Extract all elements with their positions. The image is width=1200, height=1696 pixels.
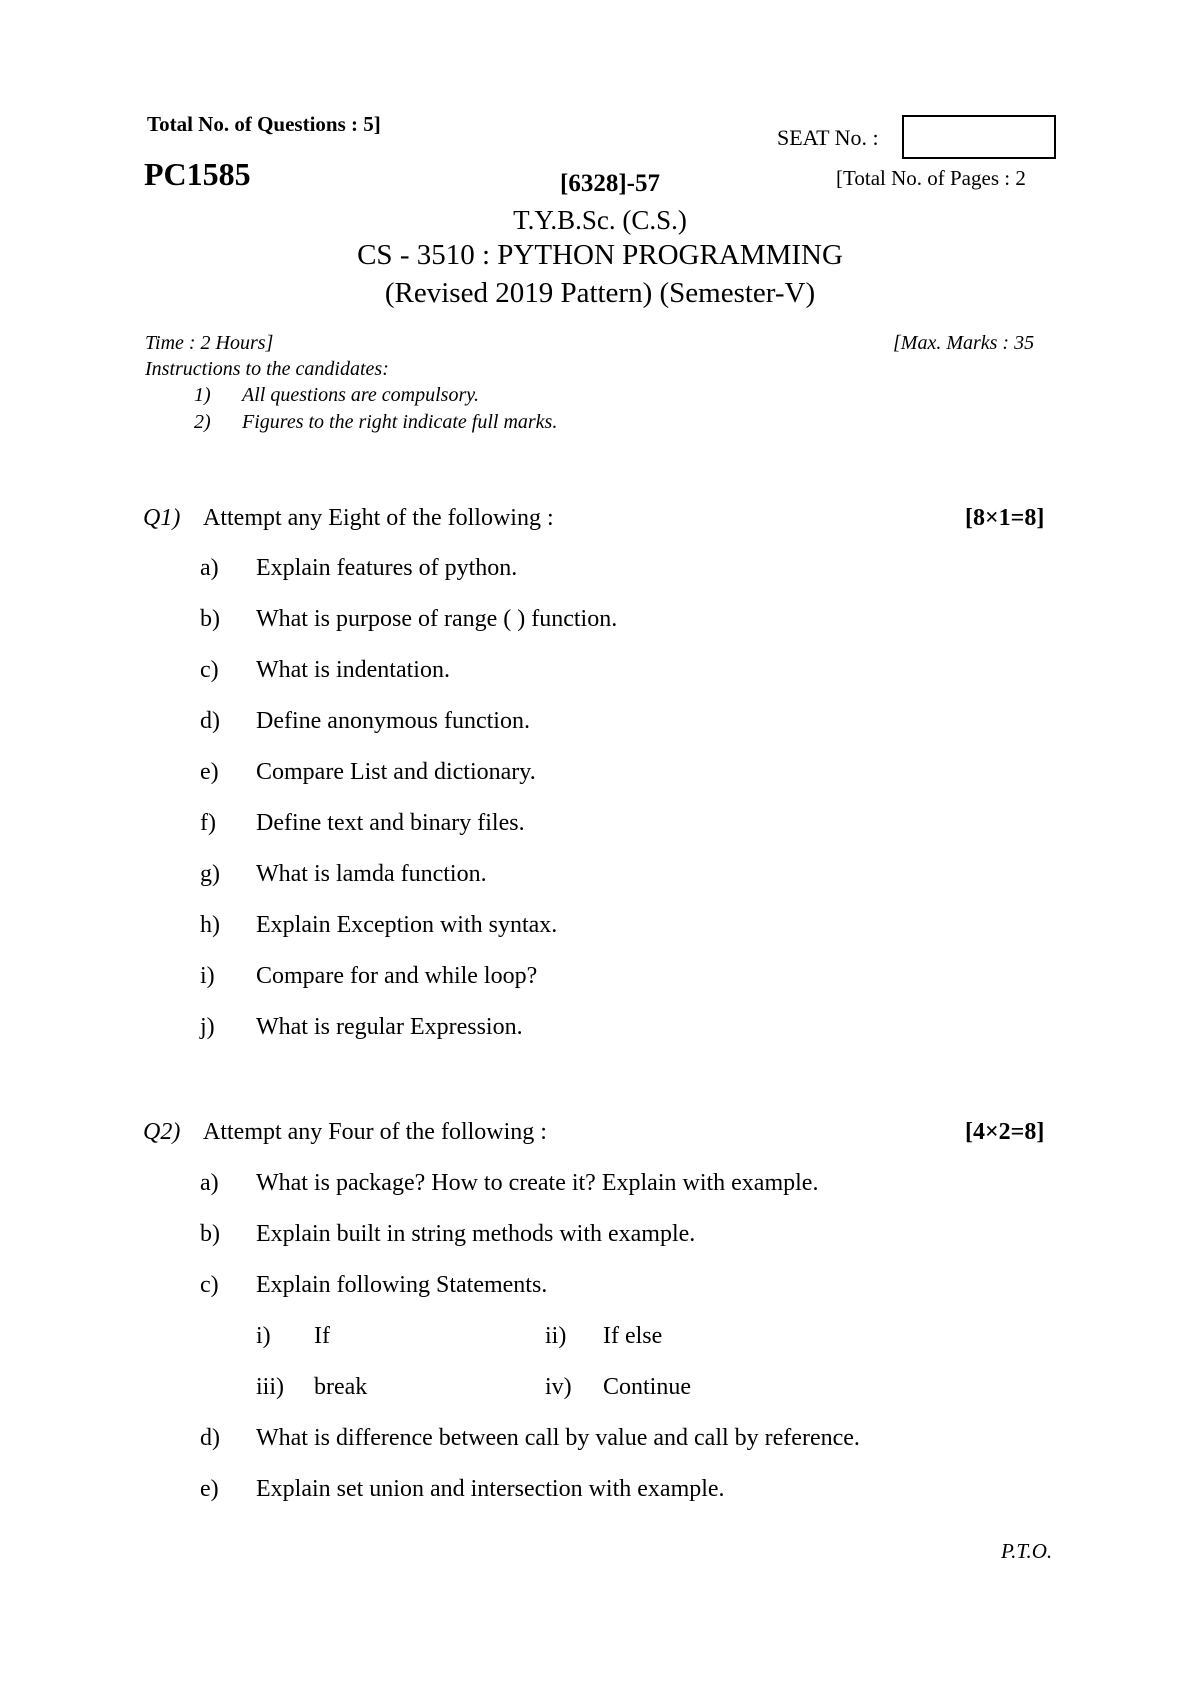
total-pages: [Total No. of Pages : 2: [836, 166, 1026, 190]
q1-item: [200, 657, 450, 684]
instruction-text: Figures to the right indicate full marks.: [242, 411, 558, 433]
pto-label: P.T.O.: [1001, 1539, 1053, 1563]
item-text: What is package? How to create it? Explain with example.: [256, 1170, 819, 1196]
q1-item: [200, 810, 525, 837]
q2-item: [200, 1170, 818, 1197]
item-label: e): [200, 759, 219, 785]
item-text: What is purpose of range ( ) function.: [256, 606, 618, 632]
item-label: h): [200, 912, 220, 938]
item-label: c): [200, 1272, 219, 1298]
instruction-text: All questions are compulsory.: [242, 384, 480, 406]
sub-item-label: ii): [545, 1323, 567, 1349]
item-label: d): [200, 1425, 220, 1451]
item-label: g): [200, 861, 220, 887]
sub-item-text: Continue: [603, 1374, 691, 1400]
q2-item: [200, 1221, 695, 1248]
seat-number-box[interactable]: [902, 115, 1056, 159]
q2-sub-item: [545, 1323, 662, 1350]
instruction-item: [194, 384, 479, 407]
q2-sub-item: [256, 1374, 367, 1401]
q2-text: Attempt any Four of the following :: [203, 1119, 547, 1145]
q1-item: [200, 606, 617, 633]
item-label: b): [200, 1221, 220, 1247]
item-label: d): [200, 708, 220, 734]
item-label: a): [200, 555, 219, 581]
item-text: Define anonymous function.: [256, 708, 530, 734]
item-text: What is indentation.: [256, 657, 450, 683]
item-text: Explain following Statements.: [256, 1272, 548, 1298]
q1-item: [200, 708, 530, 735]
item-text: Explain set union and intersection with example.: [256, 1476, 725, 1502]
item-label: f): [200, 810, 216, 836]
item-text: Explain Exception with syntax.: [256, 912, 558, 938]
q1-text: Attempt any Eight of the following :: [203, 505, 554, 531]
q1-item: [200, 912, 557, 939]
item-label: c): [200, 657, 219, 683]
max-marks: [Max. Marks : 35: [893, 332, 1035, 354]
exam-code: [6328]-57: [560, 170, 660, 197]
item-text: What is lamda function.: [256, 861, 487, 887]
sub-item-text: If: [314, 1323, 330, 1349]
q2-sub-item: [545, 1374, 691, 1401]
q1-item: [200, 963, 537, 990]
q1-marks: [8×1=8]: [965, 505, 1045, 531]
item-label: i): [200, 963, 215, 989]
q2-number: Q2): [143, 1119, 181, 1145]
item-text: Explain built in string methods with example.: [256, 1221, 696, 1247]
instruction-number: 1): [194, 384, 211, 406]
q1-number: Q1): [143, 505, 181, 531]
q1-heading: [143, 505, 554, 532]
q2-sub-item: [256, 1323, 330, 1350]
q2-item: [200, 1272, 547, 1299]
item-text: What is difference between call by value and call by reference.: [256, 1425, 860, 1451]
time-info: Time : 2 Hours]: [145, 332, 274, 354]
sub-item-label: iii): [256, 1374, 284, 1400]
pattern-title: (Revised 2019 Pattern) (Semester-V): [384, 277, 816, 309]
q1-item: [200, 555, 517, 582]
q2-item: [200, 1425, 860, 1452]
sub-item-label: iv): [545, 1374, 572, 1400]
sub-item-label: i): [256, 1323, 271, 1349]
item-text: What is regular Expression.: [256, 1014, 523, 1040]
instruction-item: [194, 411, 557, 434]
seat-label: SEAT No. :: [777, 125, 879, 150]
q1-item: [200, 759, 536, 786]
item-label: b): [200, 606, 220, 632]
instructions-title: Instructions to the candidates:: [145, 358, 389, 380]
item-text: Compare List and dictionary.: [256, 759, 536, 785]
item-label: e): [200, 1476, 219, 1502]
q1-item: [200, 1014, 523, 1041]
q2-item: [200, 1476, 725, 1503]
sub-item-text: If else: [603, 1323, 663, 1349]
item-text: Define text and binary files.: [256, 810, 525, 836]
total-questions: Total No. of Questions : 5]: [147, 112, 381, 136]
q2-heading: [143, 1119, 547, 1146]
paper-code: PC1585: [144, 156, 251, 192]
course-title: T.Y.B.Sc. (C.S.): [513, 205, 687, 235]
item-label: a): [200, 1170, 219, 1196]
instruction-number: 2): [194, 411, 211, 433]
q1-item: [200, 861, 487, 888]
item-label: j): [200, 1014, 215, 1040]
q2-marks: [4×2=8]: [965, 1119, 1045, 1145]
item-text: Explain features of python.: [256, 555, 518, 581]
item-text: Compare for and while loop?: [256, 963, 538, 989]
sub-item-text: break: [314, 1374, 368, 1400]
subject-title: CS - 3510 : PYTHON PROGRAMMING: [357, 239, 843, 271]
